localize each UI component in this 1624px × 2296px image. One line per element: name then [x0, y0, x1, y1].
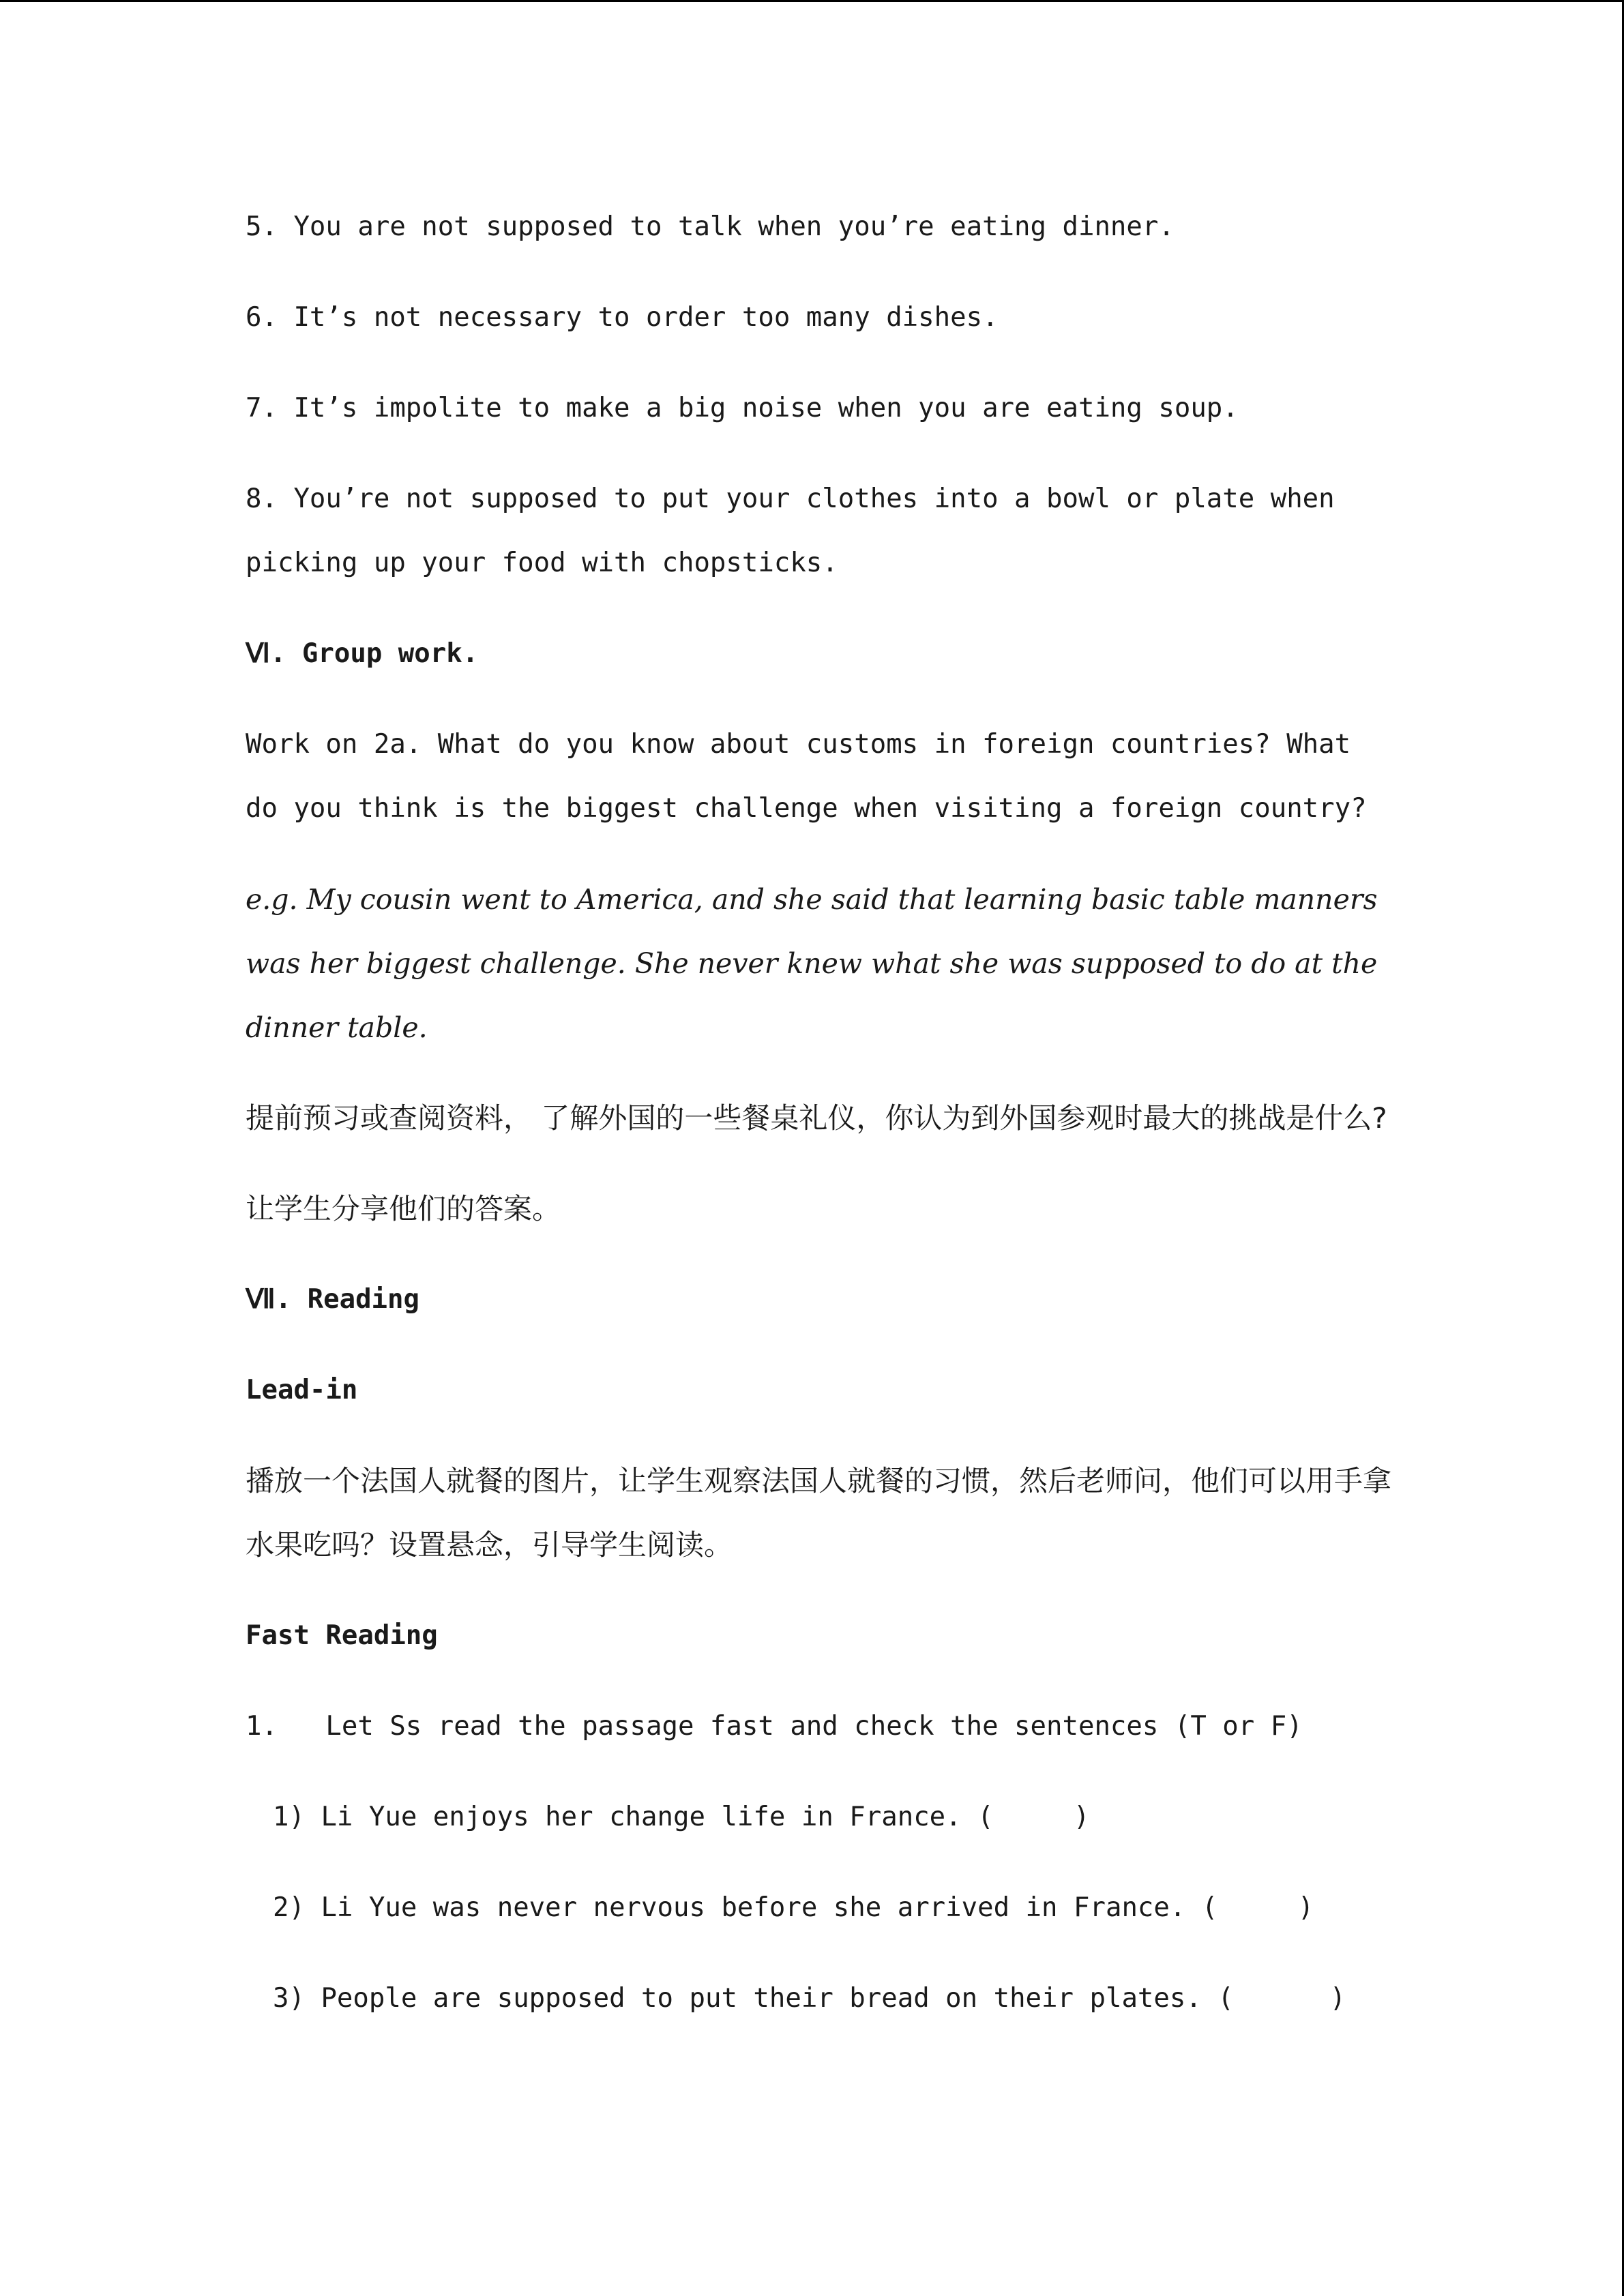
page-top-border — [0, 0, 1624, 2]
group-work-prompt: Work on 2a. What do you know about customs in foreign countries? What do you think is the biggest challenge when visiting a foreign country? — [246, 729, 1367, 824]
section-heading-reading: Ⅶ. Reading — [246, 1284, 419, 1315]
item-8: 8. You’re not supposed to put your clothes into a bowl or plate when picking up your food with chopsticks. — [246, 483, 1351, 578]
chinese-instruction-3: 播放一个法国人就餐的图片，让学生观察法国人就餐的习惯，然后老师问，他们可以用手拿水果吃吗？设置悬念，引导学生阅读。 — [246, 1464, 1392, 1562]
true-false-item-1: 1) Li Yue enjoys her change life in France. ( ) — [273, 1802, 1090, 1832]
true-false-item-3: 3) People are supposed to put their bread on their plates. ( ) — [273, 1983, 1346, 2014]
subheading-fast-reading: Fast Reading — [246, 1620, 438, 1651]
chinese-instruction-1: 提前预习或查阅资料， 了解外国的一些餐桌礼仪，你认为到外国参观时最大的挑战是什么? — [246, 1101, 1387, 1135]
subheading-lead-in: Lead-in — [246, 1375, 358, 1405]
chinese-instruction-2: 让学生分享他们的答案。 — [246, 1192, 561, 1225]
item-6: 6. It’s not necessary to order too many dishes. — [246, 302, 999, 333]
example-text: e.g. My cousin went to America, and she said that learning basic table manners was her biggest challenge. She never knew what she was supposed to do at the dinner table. — [246, 883, 1387, 1044]
section-heading-group-work: Ⅵ. Group work. — [246, 638, 479, 669]
true-false-item-2: 2) Li Yue was never nervous before she arrived in France. ( ) — [273, 1892, 1314, 1923]
item-7: 7. It’s impolite to make a big noise when you are eating soup. — [246, 393, 1239, 423]
fast-reading-task-1: 1. Let Ss read the passage fast and check the sentences (T or F) — [246, 1711, 1303, 1742]
item-5: 5. You are not supposed to talk when you’re eating dinner. — [246, 211, 1175, 242]
document-body — [246, 195, 1391, 2057]
